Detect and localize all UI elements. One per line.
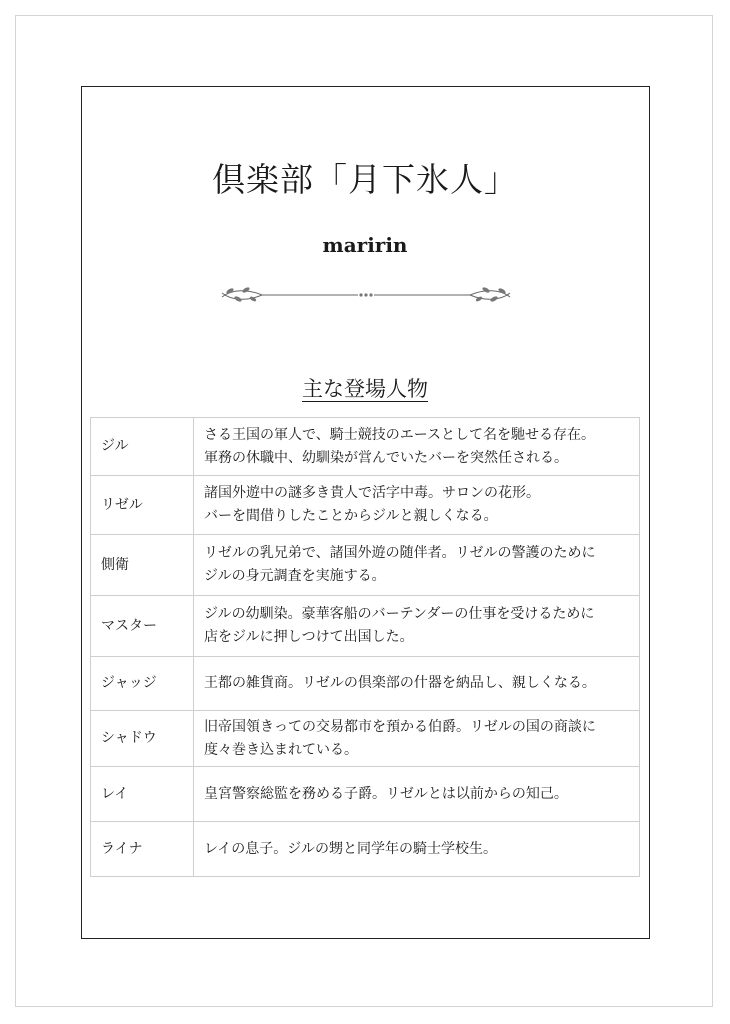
table-row	[91, 535, 640, 596]
description-line: ジルの幼馴染。豪華客船のバーテンダーの仕事を受けるために	[204, 606, 595, 622]
description-line: 旧帝国領きっての交易都市を預かる伯爵。リゼルの国の商談に	[204, 718, 596, 735]
author-name: maririn	[322, 233, 408, 257]
character-name: マスター	[91, 596, 194, 657]
character-description	[194, 822, 640, 877]
description-line: リゼルの乳兄弟で、諸国外遊の随伴者。リゼルの警護のために	[204, 545, 596, 561]
description-line: 度々巻き込まれている。	[204, 741, 358, 758]
character-name: 側衛	[91, 535, 194, 596]
section-heading	[0, 374, 730, 404]
character-name: リゼル	[91, 476, 194, 535]
table-row	[91, 657, 640, 711]
character-name: シャドウ	[91, 711, 194, 767]
description-line: バーを間借りしたことからジルと親しくなる。	[204, 508, 498, 524]
character-description	[194, 476, 640, 535]
section-heading-text: 主な登場人物	[302, 377, 428, 401]
description-line: 王都の雑貨商。リゼルの倶楽部の什器を納品し、親しくなる。	[204, 675, 596, 691]
description-line: ジルの身元調査を実施する。	[204, 568, 386, 584]
character-description	[194, 767, 640, 822]
character-description	[194, 711, 640, 767]
character-table	[90, 417, 640, 877]
table-row	[91, 822, 640, 877]
character-name: ジャッジ	[91, 657, 194, 711]
character-description	[194, 418, 640, 476]
description-line: 皇宮警察総監を務める子爵。リゼルとは以前からの知己。	[204, 785, 568, 802]
description-line: 諸国外遊中の謎多き貴人で活字中毒。サロンの花形。	[204, 485, 540, 501]
character-name: ライナ	[91, 822, 194, 877]
vine-divider-ornament	[218, 284, 514, 306]
description-line: 店をジルに押しつけて出国した。	[204, 629, 414, 645]
character-description	[194, 657, 640, 711]
table-row	[91, 767, 640, 822]
character-name: ジル	[91, 418, 194, 476]
table-row	[91, 476, 640, 535]
character-description	[194, 535, 640, 596]
description-line: レイの息子。ジルの甥と同学年の騎士学校生。	[204, 840, 497, 857]
character-name: レイ	[91, 767, 194, 822]
book-title: 倶楽部「月下氷人」	[212, 160, 518, 199]
description-line: さる王国の軍人で、騎士競技のエースとして名を馳せる存在。	[204, 426, 596, 443]
table-row	[91, 596, 640, 657]
character-description	[194, 596, 640, 657]
description-line: 軍務の休職中、幼馴染が営んでいたバーを突然任される。	[204, 449, 568, 466]
table-row	[91, 711, 640, 767]
table-row	[91, 418, 640, 476]
